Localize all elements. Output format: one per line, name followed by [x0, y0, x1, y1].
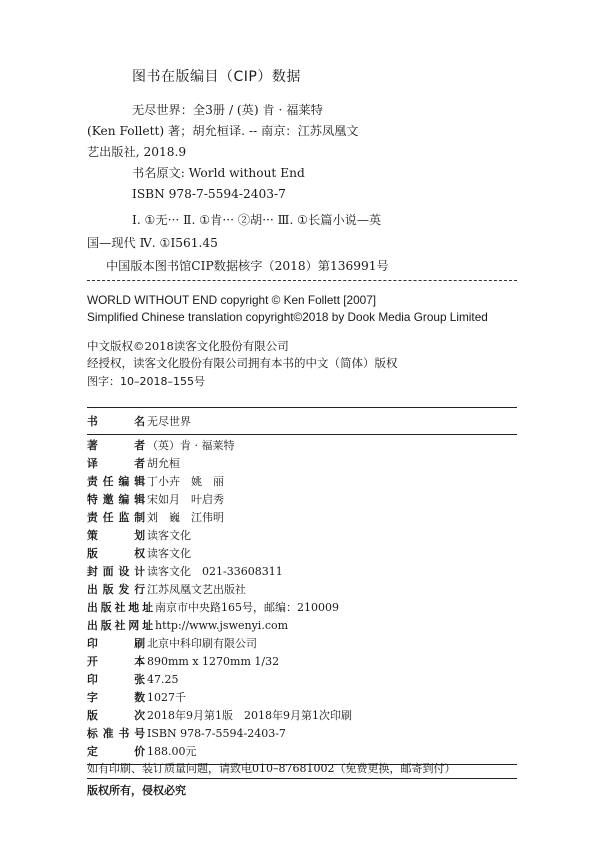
detail-value: 读客文化 021-33608311	[147, 565, 283, 578]
detail-value: 丁小卉 姚 丽	[147, 475, 224, 488]
detail-row-cover-design	[87, 564, 283, 580]
detail-value: 江苏凤凰文艺出版社	[147, 583, 246, 596]
rights-reserved: 版权所有，侵权必究	[87, 784, 186, 797]
detail-row-title	[87, 414, 191, 430]
detail-value: 读客文化	[147, 529, 191, 542]
detail-label: 封面设计	[87, 565, 145, 578]
detail-value: （英）肯 · 福莱特	[147, 439, 235, 452]
quality-notice: 如有印刷、装订质量问题，请致电010–87681002（免费更换，邮寄到付）	[87, 762, 456, 775]
detail-value: http://www.jswenyi.com	[155, 619, 289, 632]
detail-label: 特邀编辑	[87, 493, 145, 506]
detail-label: 印 刷	[87, 637, 145, 650]
cip-line-1: 无尽世界：全3册 / (英) 肯 · 福莱特	[132, 103, 323, 117]
detail-row-sheets	[87, 672, 179, 688]
detail-row-edition	[87, 708, 352, 724]
copyright-en-line-1: WORLD WITHOUT END copyright © Ken Follett [2007]	[87, 293, 377, 307]
cip-line-6: Ⅰ. ①无··· Ⅱ. ①肯··· ②胡··· Ⅲ. ①长篇小说—英	[132, 213, 382, 227]
detail-label: 出版发行	[87, 583, 145, 596]
cip-title: 图书在版编目（CIP）数据	[132, 69, 301, 85]
detail-label: 版 次	[87, 709, 145, 722]
detail-row-rights	[87, 546, 191, 562]
detail-label: 责任监制	[87, 511, 145, 524]
detail-value: 宋如月 叶启秀	[147, 493, 224, 506]
detail-row-publisher	[87, 582, 246, 598]
detail-row-word-count	[87, 690, 186, 706]
detail-label: 开 本	[87, 655, 145, 668]
detail-label: 出版社地址	[87, 601, 153, 614]
detail-value: 1027千	[147, 691, 186, 704]
detail-row-isbn	[87, 726, 286, 742]
detail-row-author	[87, 438, 235, 454]
detail-row-guest-editor	[87, 492, 224, 508]
detail-value: ISBN 978-7-5594-2403-7	[147, 727, 286, 740]
copyright-cn-line-1: 中文版权©2018读客文化股份有限公司	[87, 339, 289, 353]
detail-row-address	[87, 600, 339, 616]
cip-line-4: 书名原文: World without End	[132, 166, 305, 180]
detail-value: 188.00元	[147, 745, 197, 758]
footer-rule	[87, 778, 517, 779]
copyright-cn-line-2: 经授权，读客文化股份有限公司拥有本书的中文（简体）版权	[87, 356, 398, 370]
details-title-rule	[87, 434, 517, 435]
detail-value: 刘 巍 江伟明	[147, 511, 224, 524]
cip-line-7: 国—现代 Ⅳ. ①I561.45	[87, 236, 218, 250]
cip-line-8: 中国版本图书馆CIP数据核字（2018）第136991号	[106, 259, 389, 273]
details-top-rule	[87, 407, 517, 408]
detail-row-editor	[87, 474, 224, 490]
detail-value: 890mm x 1270mm 1/32	[147, 655, 280, 668]
detail-label: 责任编辑	[87, 475, 145, 488]
detail-label: 译 者	[87, 457, 145, 470]
detail-row-format	[87, 654, 279, 670]
detail-label: 标准书号	[87, 727, 145, 740]
detail-row-translator	[87, 456, 180, 472]
detail-label: 书 名	[87, 415, 145, 428]
detail-row-printer	[87, 636, 257, 652]
detail-value: 2018年9月第1版 2018年9月第1次印刷	[147, 709, 352, 722]
detail-row-supervisor	[87, 510, 224, 526]
detail-label: 定 价	[87, 745, 145, 758]
detail-value: 胡允桓	[147, 457, 180, 470]
detail-value: 南京市中央路165号，邮编：210009	[155, 601, 339, 614]
detail-label: 版 权	[87, 547, 145, 560]
cip-line-2: (Ken Follett) 著；胡允桓译. -- 南京：江苏凤凰文	[87, 124, 359, 138]
detail-label: 策 划	[87, 529, 145, 542]
detail-value: 47.25	[147, 673, 179, 686]
copyright-en-line-2: Simplified Chinese translation copyright©2018 by Dook Media Group Limited	[87, 310, 488, 324]
copyright-cn-line-3: 图字：10–2018–155号	[87, 375, 205, 388]
detail-row-price	[87, 744, 197, 760]
detail-row-planning	[87, 528, 191, 544]
detail-value: 读客文化	[147, 547, 191, 560]
detail-value: 无尽世界	[147, 415, 191, 428]
detail-row-website	[87, 618, 288, 634]
cip-line-3: 艺出版社, 2018.9	[87, 145, 187, 159]
detail-label: 印 张	[87, 673, 145, 686]
detail-label: 字 数	[87, 691, 145, 704]
detail-value: 北京中科印刷有限公司	[147, 637, 257, 650]
detail-label: 著 者	[87, 439, 145, 452]
cip-line-5: ISBN 978-7-5594-2403-7	[132, 187, 286, 201]
dashed-divider	[87, 280, 517, 281]
detail-label: 出版社网址	[87, 619, 153, 632]
